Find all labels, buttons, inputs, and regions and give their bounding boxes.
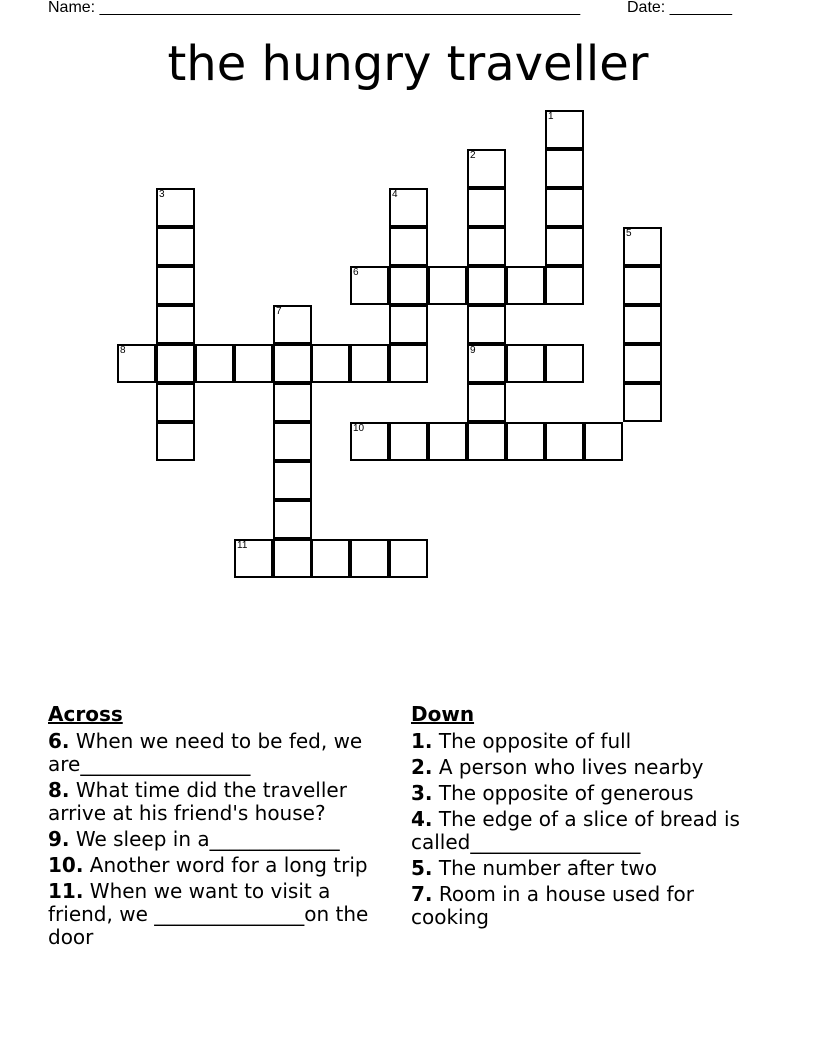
clue-number: 6. (48, 729, 70, 753)
grid-cell[interactable] (389, 305, 428, 344)
name-field[interactable]: Name: ______________________________________________________ (48, 0, 581, 16)
clue-down-5 (411, 857, 756, 880)
grid-cell[interactable] (545, 188, 584, 227)
grid-cell[interactable] (350, 344, 389, 383)
clue-number-label: 11 (237, 540, 248, 551)
clue-text: Another word for a long trip (89, 853, 368, 877)
clue-number: 3. (411, 781, 433, 805)
clue-number: 11. (48, 879, 84, 903)
grid-cell[interactable] (273, 383, 312, 422)
grid-cell[interactable] (545, 110, 584, 149)
grid-cell[interactable] (389, 539, 428, 578)
grid-cell[interactable] (350, 539, 389, 578)
across-clues (48, 702, 393, 952)
clue-across-11 (48, 880, 393, 949)
grid-cell[interactable] (350, 422, 389, 461)
grid-cell[interactable] (506, 422, 545, 461)
clue-number: 2. (411, 755, 433, 779)
clue-number: 8. (48, 778, 70, 802)
grid-cell[interactable] (273, 500, 312, 539)
clue-number-label: 8 (120, 345, 126, 356)
grid-cell[interactable] (389, 188, 428, 227)
grid-cell[interactable] (545, 227, 584, 266)
grid-cell[interactable] (467, 227, 506, 266)
down-heading: Down (411, 702, 475, 726)
clue-number-label: 7 (276, 306, 282, 317)
grid-cell[interactable] (506, 344, 545, 383)
clue-text: The edge of a slice of bread is called_________________ (411, 807, 740, 854)
grid-cell[interactable] (117, 344, 156, 383)
grid-cell[interactable] (467, 383, 506, 422)
clue-number: 7. (411, 882, 433, 906)
clue-text: We sleep in a_____________ (75, 827, 340, 851)
clue-down-1 (411, 730, 756, 753)
grid-cell[interactable] (428, 422, 467, 461)
clue-number: 4. (411, 807, 433, 831)
grid-cell[interactable] (545, 149, 584, 188)
grid-cell[interactable] (389, 266, 428, 305)
clue-text: The opposite of generous (438, 781, 694, 805)
grid-cell[interactable] (156, 305, 195, 344)
clue-number-label: 6 (353, 267, 359, 278)
grid-cell[interactable] (273, 344, 312, 383)
grid-cell[interactable] (623, 227, 662, 266)
clue-number-label: 2 (470, 150, 476, 161)
clue-text: A person who lives nearby (438, 755, 704, 779)
grid-cell[interactable] (467, 344, 506, 383)
clue-text: Room in a house used for cooking (411, 882, 695, 929)
clue-across-8 (48, 779, 393, 825)
clue-across-10 (48, 854, 393, 877)
clue-down-3 (411, 782, 756, 805)
grid-cell[interactable] (545, 266, 584, 305)
grid-cell[interactable] (623, 266, 662, 305)
clue-text: When we want to visit a friend, we _______________on the door (48, 879, 369, 949)
clue-text: The opposite of full (438, 729, 632, 753)
clue-across-9 (48, 828, 393, 851)
clue-number-label: 5 (626, 228, 632, 239)
grid-cell[interactable] (623, 383, 662, 422)
clue-number: 10. (48, 853, 84, 877)
across-heading: Across (48, 702, 123, 726)
grid-cell[interactable] (156, 383, 195, 422)
clue-down-7 (411, 883, 756, 929)
grid-cell[interactable] (506, 266, 545, 305)
clue-text: The number after two (438, 856, 657, 880)
grid-cell[interactable] (234, 539, 273, 578)
grid-cell[interactable] (467, 305, 506, 344)
clue-number: 5. (411, 856, 433, 880)
puzzle-title: the hungry traveller (167, 36, 649, 92)
grid-cell[interactable] (545, 344, 584, 383)
grid-cell[interactable] (545, 422, 584, 461)
clue-number-label: 10 (353, 423, 365, 434)
grid-cell[interactable] (467, 188, 506, 227)
grid-cell[interactable] (389, 422, 428, 461)
grid-cell[interactable] (234, 344, 273, 383)
clue-number-label: 1 (548, 111, 554, 122)
grid-cell[interactable] (389, 344, 428, 383)
clue-text: When we need to be fed, we are_________________ (48, 729, 363, 776)
clue-number: 9. (48, 827, 70, 851)
grid-cell[interactable] (467, 149, 506, 188)
grid-cell[interactable] (350, 266, 389, 305)
grid-cell[interactable] (156, 227, 195, 266)
grid-cell[interactable] (195, 344, 234, 383)
grid-cell[interactable] (273, 461, 312, 500)
grid-cell[interactable] (311, 344, 350, 383)
clue-number: 1. (411, 729, 433, 753)
clue-down-4 (411, 808, 756, 854)
down-clues (411, 702, 756, 932)
grid-cell[interactable] (623, 305, 662, 344)
grid-cell[interactable] (156, 344, 195, 383)
grid-cell[interactable] (623, 344, 662, 383)
grid-cell[interactable] (467, 266, 506, 305)
grid-cell[interactable] (156, 266, 195, 305)
grid-cell[interactable] (273, 539, 312, 578)
grid-cell[interactable] (428, 266, 467, 305)
clue-down-2 (411, 756, 756, 779)
clue-number-label: 9 (470, 345, 476, 356)
grid-cell[interactable] (156, 422, 195, 461)
grid-cell[interactable] (273, 305, 312, 344)
grid-cell[interactable] (311, 539, 350, 578)
grid-cell[interactable] (273, 422, 312, 461)
date-field[interactable]: Date: _______ (627, 0, 732, 16)
grid-cell[interactable] (467, 422, 506, 461)
grid-cell[interactable] (389, 227, 428, 266)
grid-cell[interactable] (584, 422, 623, 461)
clue-across-6 (48, 730, 393, 776)
clue-text: What time did the traveller arrive at his friend's house? (48, 778, 347, 825)
grid-cell[interactable] (156, 188, 195, 227)
clue-number-label: 4 (392, 189, 398, 200)
clue-number-label: 3 (159, 189, 165, 200)
